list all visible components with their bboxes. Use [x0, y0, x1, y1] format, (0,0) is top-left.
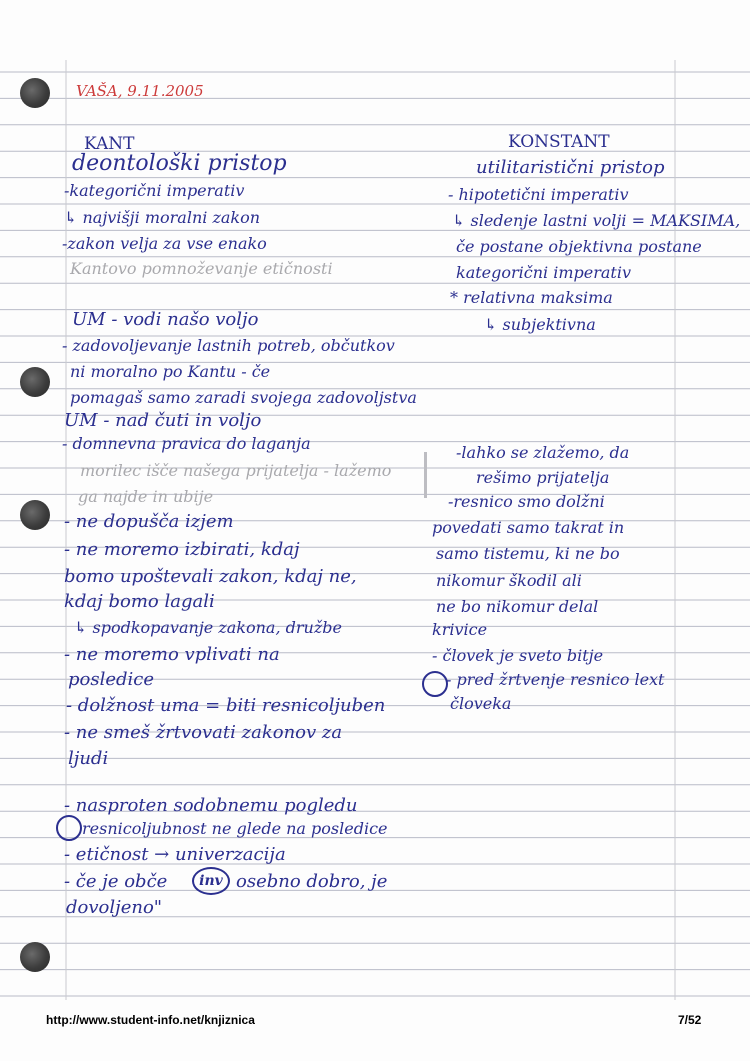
- right-line: krivice: [432, 620, 488, 639]
- date-note: VAŠA, 9.11.2005: [76, 82, 204, 100]
- left-line: ljudi: [68, 748, 109, 769]
- right-line: - pred žrtvenje resnico lext: [446, 670, 665, 689]
- left-heading: KANT: [84, 134, 135, 154]
- left-line: - ne dopušča izjem: [64, 511, 234, 532]
- right-line: ↳ subjektivna: [484, 315, 596, 334]
- right-line: ne bo nikomur delal: [436, 597, 599, 616]
- left-line: - etičnost → univerzacija: [64, 844, 286, 865]
- right-subheading: utilitaristični pristop: [476, 157, 665, 178]
- footer-url: http://www.student-info.net/knjiznica: [46, 1013, 255, 1027]
- right-line: - človek je sveto bitje: [432, 646, 604, 665]
- left-line: -zakon velja za vse enako: [62, 234, 267, 253]
- left-line-faint: Kantovo pomnoževanje etičnosti: [70, 259, 333, 278]
- left-subheading: deontološki pristop: [72, 151, 287, 176]
- circled-mark: [56, 815, 82, 841]
- right-line: rešimo prijatelja: [476, 468, 610, 487]
- right-line: ↳ sledenje lastni volji = MAKSIMA,: [452, 211, 741, 230]
- right-line: nikomur škodil ali: [436, 571, 582, 590]
- left-line: kdaj bomo lagali: [64, 591, 215, 612]
- binder-hole-middle-2: [20, 500, 50, 530]
- left-line: -kategorični imperativ: [64, 181, 245, 200]
- right-line: samo tistemu, ki ne bo: [436, 544, 620, 563]
- binder-hole-middle: [20, 367, 50, 397]
- right-line: * relativna maksima: [450, 288, 613, 307]
- left-line: ↳ spodkopavanje zakona, družbe: [74, 618, 342, 637]
- left-line: - ne moremo vplivati na: [64, 644, 280, 665]
- right-line: - hipotetični imperativ: [448, 185, 629, 204]
- left-line: ni moralno po Kantu - če: [70, 362, 271, 381]
- left-line: UM - vodi našo voljo: [72, 309, 259, 330]
- left-line: - dolžnost uma = biti resnicoljuben: [66, 695, 386, 716]
- left-line: bomo upoštevali zakon, kdaj ne,: [64, 566, 357, 587]
- binder-hole-bottom: [20, 942, 50, 972]
- left-line: - če je obče: [64, 871, 168, 892]
- left-line: dovoljeno": [66, 897, 163, 918]
- faint-bracket: [424, 452, 427, 498]
- right-line: če postane objektivna postane: [456, 237, 702, 256]
- right-line: človeka: [450, 694, 512, 713]
- binder-hole-top: [20, 78, 50, 108]
- left-line: resnicoljubnost ne glede na posledice: [82, 819, 388, 838]
- left-line: posledice: [68, 669, 155, 690]
- left-line: - zadovoljevanje lastnih potreb, občutkov: [62, 336, 395, 355]
- inv-circle-mark: inv: [192, 867, 230, 895]
- left-line: - ne smeš žrtvovati zakonov za: [64, 722, 343, 743]
- right-line: povedati samo takrat in: [432, 518, 625, 537]
- left-line: - ne moremo izbirati, kdaj: [64, 539, 300, 560]
- right-heading: KONSTANT: [508, 132, 610, 152]
- right-line: kategorični imperativ: [456, 263, 632, 282]
- left-line: - nasproten sodobnemu pogledu: [64, 795, 358, 816]
- left-line: ↳ najvišji moralni zakon: [64, 208, 261, 227]
- left-line-faint: morilec išče našega prijatelja - lažemo: [80, 461, 392, 480]
- page-number: 7/52: [678, 1013, 702, 1027]
- right-line: -resnico smo dolžni: [448, 492, 605, 511]
- left-line-faint: ga najde in ubije: [78, 487, 214, 506]
- left-line: - domnevna pravica do laganja: [62, 434, 311, 453]
- right-line: -lahko se zlažemo, da: [456, 443, 630, 462]
- left-line: osebno dobro, je: [236, 871, 388, 892]
- left-line: pomagaš samo zaradi svojega zadovoljstva: [70, 388, 417, 407]
- circled-mark: [422, 671, 448, 697]
- left-line: UM - nad čuti in voljo: [64, 410, 262, 431]
